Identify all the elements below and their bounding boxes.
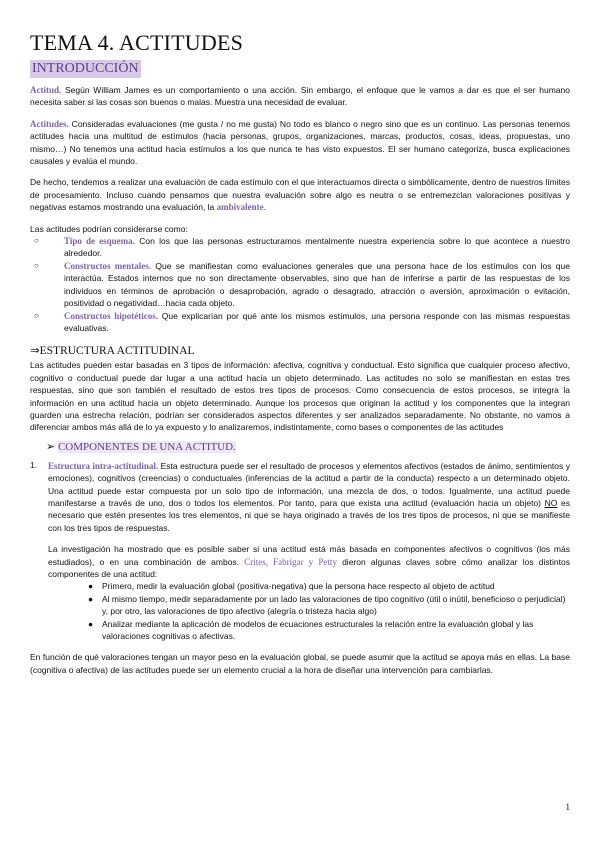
keyword: Crites, Fabrigar y Petty: [244, 556, 337, 567]
list-item: [88, 618, 570, 643]
paragraph-text: La investigación ha mostrado que es posible saber si una actitud está más basada en componentes afectivos o cognitivos (los más estudiados), o en una combinación de ambos.: [48, 544, 570, 567]
bullet-icon: ●: [88, 618, 94, 629]
paragraph-conclusion: En función de qué valoraciones tengan un mayor peso en la evaluación global, se puede asumir que la actitud se apoya más en ellas. La base (cognitiva o afectiva) de las actitudes puede ser un elemento crucial a la hora de diseñar una intervención para cambiarlas.: [30, 652, 570, 675]
item-number: 1.: [30, 459, 38, 470]
list-item-text: Analizar mediante la aplicación de modelos de ecuaciones estructurales la relación entre la evaluación global y las valoraciones cognitivas o afectivas.: [102, 618, 534, 642]
section-heading-estructura: ⇒ESTRUCTURA ACTITUDINAL: [30, 345, 195, 358]
subsection-label: COMPONENTES DE UNA ACTITUD.: [57, 440, 236, 453]
list-item: [34, 310, 570, 335]
paragraph-estructura: Las actitudes pueden estar basadas en 3 tipos de información: afectiva, cognitiva y conductual. Esto significa que cualquier proceso afectivo, cognitivo o conductual puede dar lugar a una actitud hacia un objeto determinado. Las actitudes no solo se manifiestan en estas tres respuestas, sino que son también el resultado de estos tres tipos de procesos. Como consecuencia de estos procesos, se integra la información en una actitud hacia un objeto determinado. Aunque los procesos que originan la actitud y los componentes que la integran guarden una estrecha relación, podrían ser considerados aspectos diferentes y ser analizados separadamente. No obstante, no vamos a diferenciar ambos más allá de lo ya expuesto y lo analizaremos, indistintamente, como bases o componentes de las actitudes: [30, 360, 570, 433]
circle-bullet-icon: ○: [34, 260, 39, 270]
paragraph-text: Consideradas evaluaciones (me gusta / no me gusta) No todo es blanco o negro sino que es un continuo. Las personas tenemos actitudes hacia una multitud de estímulos (hacia personas, grupos, organizaciones, marcas, productos, cosas, ideas, propuestas, uno mismo…) No tenemos una actitud hacia estímulos a los que nunca te has visto expuestos. El ser humano categoriza, busca explicaciones causales y evalúa el mundo.: [30, 118, 570, 167]
paragraph-actitudes: [30, 118, 570, 168]
paragraph-investigacion: [48, 543, 570, 580]
circle-bullet-icon: ○: [34, 236, 39, 246]
list-item-text: Al mismo tiempo, medir separadamente por un lado las valoraciones de tipo cognitivo (útil o inútil, beneficioso o perjudicial) y, por otro, las valoraciones de tipo afectivo (alegría o tristeza hacia algo): [102, 593, 566, 617]
keyword: Constructos hipotéticos.: [64, 310, 158, 321]
keyword: Actitudes.: [30, 118, 69, 129]
list-item: [88, 580, 570, 592]
list-item-text: Que explicarían por qué ante los mismos estímulos, una persona responde con las mismas respuestas evaluativas.: [64, 310, 570, 333]
bullet-icon: ●: [88, 593, 94, 604]
numbered-item: [30, 460, 570, 534]
paragraph-text: De hecho, tendemos a realizar una evaluación de cada estímulo con el que interactuamos directa o simbólicamente, dentro de nuestros límites de procesamiento. Incluso cuando pensamos que nuestra evaluación sobre algo es neutra o se entremezclan valoraciones positivas y negativas estamos mostrando una evaluación, la: [30, 177, 570, 213]
list-item-text: Que se manifiestan como evaluaciones generales que una persona hace de los estímulos con los que interactúa. Estados internos que no son directamente observables, sino que han de inferirse a partir de las respuestas de los individuos en términos de aprobación o desaprobación, agrado o desagrado, atracción o aversión, aproximación o evitación, positividad o negatividad…hacia cada objeto.: [64, 260, 570, 309]
paragraph-evaluacion: [30, 176, 570, 213]
paragraph-text: Según William James es un comportamiento o una acción. Sin embargo, el enfoque que le vamos a dar es que el ser humano necesita saber si las cosas son buenos o malas. Muestra una necesidad de evaluar.: [30, 85, 570, 108]
page-number: 1: [565, 802, 570, 812]
attitude-types-list: [30, 235, 570, 334]
intro-heading: INTRODUCCIÓN: [32, 61, 139, 76]
keyword: Tipo de esquema.: [64, 236, 135, 247]
subsection-heading: [46, 440, 570, 454]
paragraph-actitud: [30, 84, 570, 109]
numbered-item-text: [48, 460, 570, 534]
arrow-icon: ➢: [46, 440, 56, 453]
paragraph-text: es necesario que estén presentes los tres elementos, ni que se haya originado a través de los tres tipos de procesos, ni que se manifieste con los tres tipos de respuestas.: [48, 497, 570, 533]
bullet-icon: ●: [88, 581, 94, 592]
list-item: [88, 593, 570, 618]
keyword: Estructura intra-actitudinal.: [48, 460, 159, 471]
list-item-text: Con los que las personas estructuramos mentalmente nuestra experiencia sobre lo que acontece a nuestro alrededor.: [64, 236, 570, 259]
analysis-steps-list: [30, 580, 570, 642]
keyword: Actitud.: [30, 85, 62, 95]
circle-bullet-icon: ○: [34, 310, 39, 320]
paragraph-text: dieron algunas claves sobre cómo analizar los distintos componentes de una actitud:: [48, 556, 570, 579]
paragraph-text: Esta estructura puede ser el resultado de procesos y elementos afectivos (estados de ánimo, sentimientos y emociones), cognitivos (creencias) o conductuales (inferencias de la actitud a partir de la conducta) respecto a un determinado objeto. Una actitud puede estar compuesta por un solo tipo de información, una mezcla de dos, o todos. Igualmente, una actitud puede manifestarse a través de uno, dos o todos los elementos. Por tanto, para que exista una actitud (evaluación hacia un objeto): [48, 460, 570, 508]
paragraph-lead: Las actitudes podrían considerarse como:: [30, 223, 188, 234]
list-item: [34, 235, 570, 260]
list-item: [34, 260, 570, 310]
underlined-text: NO: [544, 497, 558, 508]
keyword: ambivalente: [216, 202, 264, 213]
paragraph-text: .: [263, 202, 267, 213]
document-page: [30, 30, 570, 676]
list-item-text: Primero, medir la evaluación global (positiva-negativa) que la persona hace respecto al objeto de actitud: [102, 581, 495, 592]
keyword: Constructos mentales.: [64, 260, 151, 271]
page-title: TEMA 4. ACTITUDES: [30, 30, 244, 55]
